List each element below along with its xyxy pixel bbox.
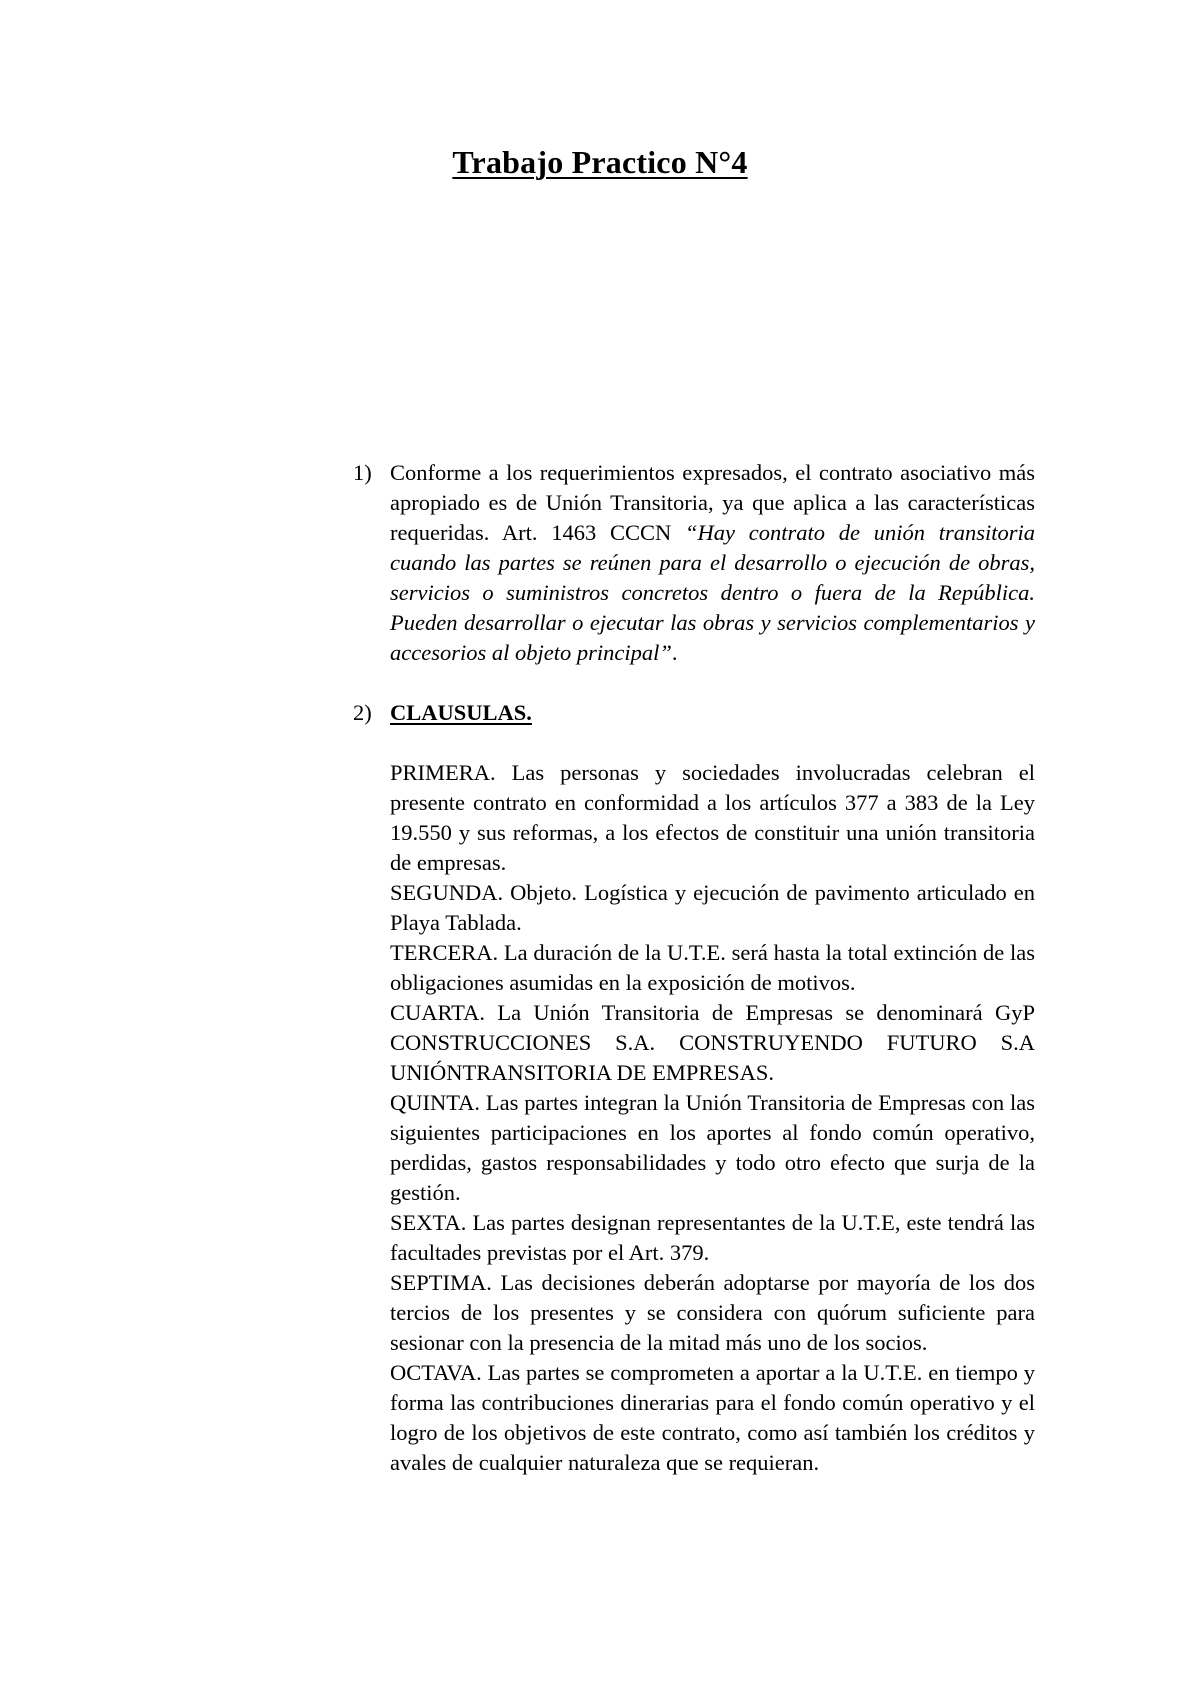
clauses-list: [390, 758, 1035, 1478]
clause-segunda: SEGUNDA. Objeto. Logística y ejecución de pavimento articulado en Playa Tablada.: [390, 880, 1035, 935]
list-item-2: [353, 698, 1035, 1478]
numbered-list: [353, 458, 1035, 1478]
clause-octava: OCTAVA. Las partes se comprometen a aportar a la U.T.E. en tiempo y forma las contribuciones dinerarias para el fondo común operativo y el logro de los objetivos de este contrato, como así también los créditos y avales de cualquier naturaleza que se requieran.: [390, 1360, 1035, 1475]
document-title: Trabajo Practico N°4: [452, 144, 748, 180]
clauses-heading: CLAUSULAS.: [390, 700, 532, 725]
clause-cuarta: CUARTA. La Unión Transitoria de Empresas se denominará GyP CONSTRUCCIONES S.A. CONSTRUYENDO FUTURO S.A UNIÓNTRANSITORIA DE EMPRESAS.: [390, 1000, 1035, 1085]
list-item-number: 2): [353, 700, 372, 725]
clause-sexta: SEXTA. Las partes designan representantes de la U.T.E, este tendrá las facultades previstas por el Art. 379.: [390, 1210, 1035, 1265]
list-item-text: [390, 458, 1035, 668]
item-1-end-period: .: [671, 640, 678, 665]
clause-primera: PRIMERA. Las personas y sociedades involucradas celebran el presente contrato en conformidad a los artículos 377 a 383 de la Ley 19.550 y sus reformas, a los efectos de constituir una unión transitoria de empresas.: [390, 760, 1035, 875]
clause-tercera: TERCERA. La duración de la U.T.E. será hasta la total extinción de las obligaciones asumidas en la exposición de motivos.: [390, 940, 1035, 995]
clause-quinta: QUINTA. Las partes integran la Unión Transitoria de Empresas con las siguientes participaciones en los aportes al fondo común operativo, perdidas, gastos responsabilidades y todo otro efecto que surja de la gestión.: [390, 1090, 1035, 1205]
list-item-1: [353, 458, 1035, 668]
item-1-legal-quote: “Hay contrato de unión transitoria cuando las partes se reúnen para el desarrollo o ejecución de obras, servicios o suministros concretos dentro o fuera de la República. Pueden desarrollar o ejecutar las obras y servicios complementarios y accesorios al objeto principal”: [390, 520, 1035, 665]
list-item-number: 1): [353, 460, 372, 485]
item-1-plain-text: Conforme a los requerimientos expresados, el contrato asociativo más apropiado es de Unión Transitoria, ya que aplica a las características requeridas. Art. 1463 CCCN: [390, 460, 1035, 545]
clause-septima: SEPTIMA. Las decisiones deberán adoptarse por mayoría de los dos tercios de los presentes y se considera con quórum suficiente para sesionar con la presencia de la mitad más uno de los socios.: [390, 1270, 1035, 1355]
